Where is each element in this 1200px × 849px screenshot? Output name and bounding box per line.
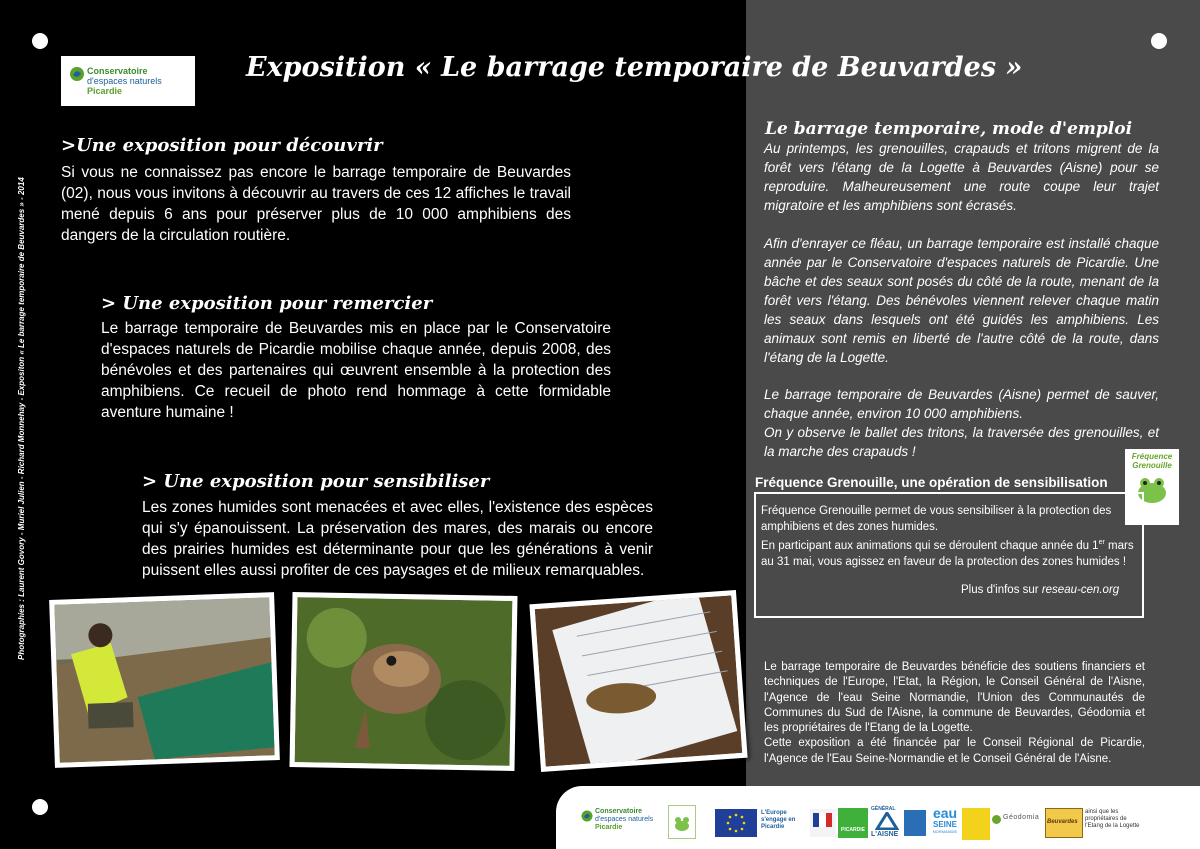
frequence-text [761, 503, 1136, 570]
beuvardes-label: Beuvardes [1047, 819, 1078, 825]
geodomia-label: Géodomia [1003, 814, 1040, 821]
cen-logo [61, 56, 195, 106]
right-paragraph: Le barrage temporaire de Beuvardes (Aisne) permet de sauver, chaque année, environ 10 000 amphibiens. [764, 387, 1159, 421]
footer-cen-line: d'espaces naturels [595, 816, 654, 823]
footer-cen-line: Conservatoire [595, 808, 643, 815]
footer-cen-line: Picardie [595, 824, 623, 831]
seine-label: SEINE [932, 820, 957, 829]
picardie-region-logo [838, 808, 868, 838]
photo-clipboard [529, 590, 747, 772]
photo-credit: Photographies : Laurent Govory - Muriel Julien - Richard Monnehay - Expositon « Le barrage temporaire de Beuvardes » - 2014 [17, 177, 26, 660]
eau-label: eau [932, 805, 958, 821]
normandie-label: NORMANDIE [932, 829, 958, 834]
conseil-general-aisne-logo [871, 806, 903, 840]
europe-engage-text: L'Europe s'engage en Picardie [761, 810, 796, 830]
frequence-text-2a: En participant aux animations qui se déroulent chaque année du 1 [761, 539, 1099, 552]
frequence-title: Fréquence Grenouille, une opération de sensibilisation [755, 475, 1108, 490]
eu-stars-icon [715, 809, 757, 837]
general-label: GÉNÉRAL [871, 806, 896, 812]
eau-seine-normandie-logo [930, 806, 960, 840]
right-heading: Le barrage temporaire, mode d'emploi [765, 119, 1133, 139]
cen-leaf-icon [69, 66, 85, 82]
section-text-sensibiliser: Les zones humides sont menacées et avec elles, l'existence des espèces qui s'y épanouissent. La préservation des mares, des marais ou encore des prairies humides est déterminante pour que les générations à venir puissent elles aussi profiter de ces paysages et de milieux remarquables. [142, 499, 653, 579]
republique-logo [810, 809, 836, 837]
eu-flag [715, 809, 757, 837]
superscript: er [1098, 539, 1105, 546]
section-text-remercier: Le barrage temporaire de Beuvardes mis en place par le Conservatoire d'espaces naturels de Picardie mobilise chaque année, depuis 2008, des bénévoles et des partenaires qui œuvrent ensemble à la protection des amphibiens. Ce recueil de photo rend hommage à cette formidable aventure humaine ! [101, 320, 611, 421]
footer-cen-logo [581, 808, 666, 840]
logo-line: d'espaces naturels [87, 76, 162, 86]
frog-icon [673, 816, 691, 832]
support-text-2: Cette exposition a été financée par le Conseil Régional de Picardie, l'Agence de l'Eau Seine-Normandie et le Conseil Général de l'Aisne. [764, 737, 1145, 765]
mount-hole [1151, 33, 1167, 49]
section-heading-sensibiliser: > Une exposition pour sensibiliser [142, 471, 490, 492]
geodomia-logo [992, 808, 1044, 840]
support-text-1: Le barrage temporaire de Beuvardes bénéficie des soutiens financiers et techniques de l'Europe, l'Etat, la Région, le Conseil Général de l'Aisne, l'Agence de l'eau Seine Normandie, l'Union des Communautés de Communes du Sud de l'Aisne, la commune de Beuvardes, Géodomia et les propriétaires de l'Etang de la Logette. [764, 661, 1145, 735]
frequence-text-1: Fréquence Grenouille permet de vous sensibiliser à la protection des amphibiens et des zones humides. [761, 505, 1112, 533]
support-text [764, 660, 1145, 767]
frequence-text-2 [761, 535, 1136, 570]
section-heading-remercier: > Une exposition pour remercier [101, 293, 433, 314]
aisne-mark-icon [875, 812, 899, 830]
owners-text: ainsi que les propriétaires de l'Etang de la Logette [1085, 809, 1140, 829]
more-info-label: Plus d'infos sur [961, 584, 1042, 596]
aisne-label: L'AISNE [871, 831, 899, 838]
mount-hole [32, 33, 48, 49]
frequence-text-2b: mars au 31 mai, vous agissez en faveur de la protection des zones humides ! [761, 539, 1134, 568]
europe-engage-logo [761, 810, 807, 842]
section-heading-decouvrir: >Une exposition pour découvrir [61, 135, 383, 156]
reseau-cen-link[interactable]: reseau-cen.org [1041, 584, 1120, 596]
right-paragraph: Au printemps, les grenouilles, crapauds et tritons migrent de la forêt vers l'étang de la Logette à Beuvardes (Aisne) pour se reproduire. Malheureusement une route coupe leur trajet migratoire et les amphibiens sont écrasés. [764, 141, 1159, 213]
logo-line: Picardie [87, 86, 123, 96]
section-text-decouvrir: Si vous ne connaissez pas encore le barrage temporaire de Beuvardes (02), nous vous invitons à découvrir au travers de ces 12 affiches le travail mené depuis 6 ans pour préserver plus de 10 000 amphibiens des dangers de la circulation routière. [61, 164, 571, 244]
beuvardes-logo [1045, 808, 1083, 838]
picardie-label: PICARDIE [841, 827, 865, 833]
sud-aisne-logo [962, 808, 990, 840]
right-paragraph: On y observe le ballet des tritons, la traversée des grenouilles, et la marche des crapauds ! [764, 425, 1159, 459]
logo-line: Conservatoire [87, 66, 148, 76]
photo-volunteers [49, 592, 280, 768]
cen-leaf-icon [581, 810, 593, 822]
poster-title: Fréquence Grenouille [1131, 452, 1173, 470]
footer-frequence-logo [668, 805, 696, 839]
page-title: Exposition « Le barrage temporaire de Beuvardes » [246, 52, 1023, 83]
right-paragraph: Afin d'enrayer ce fléau, un barrage temporaire est installé chaque année par le Conservatoire d'espaces naturels de Picardie. Une bâche et des seaux sont posés du côté de la route, menant de la forêt vers l'étang. Des bénévoles viennent relever chaque matin les seaux dans lesquels ont été guidés les amphibiens. Les animaux sont remis en liberté de l'autre côté de la route, dans l'étang de la Logette. [764, 236, 1159, 365]
ccsa-logo [904, 810, 926, 836]
more-info [961, 584, 1119, 596]
photo-frog [289, 592, 517, 771]
mount-hole [32, 799, 48, 815]
